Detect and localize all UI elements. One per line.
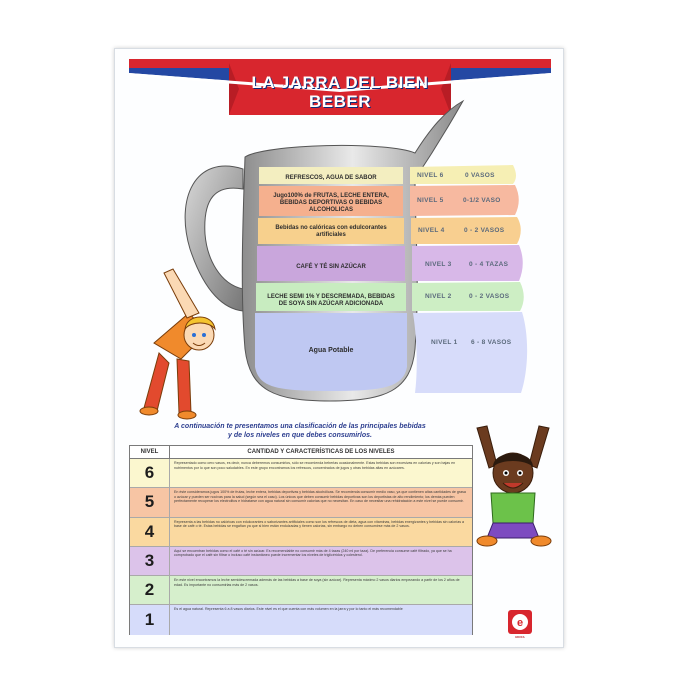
row-description: Aquí se encuentran bebidas como el café o té sin azúcar. Es recomendable no consumir más de 4 tazas (240 ml por taza). De preferencia consume café filtrado, ya que se ha comprobado que el café sin filtrar o incluso café instantáneo puede incrementar los niveles de triglicéridos y colesterol. [174, 548, 452, 558]
row-description: Representa a las bebidas no calóricas con edulcorantes o saborizantes artificiales como son los refrescos de dieta, agua con vitaminas, bebidas energizantes y bebidas sin calorías a base de café o té. Estas bebidas se engañan ya que si bien están endulzadas y tienen calorías, sin embargo no deben consumirse más de 2 vasos. [174, 519, 465, 529]
table-row [130, 488, 472, 517]
layer-3-label: CAFÉ Y TÉ SIN AZÚCAR [296, 264, 366, 270]
table-row [130, 459, 472, 488]
row-level: 6 [130, 459, 170, 487]
girl-illustration [129, 263, 229, 423]
svg-text:e: e [516, 617, 524, 629]
row-description: Representado como cero vasos, es decir, nunca deberemos consumirlos, sólo se recomienda beberlas ocasionalmente. Estas bebidas son excesivas en calorías y son bajas en nutrimentos por lo que son poco saludables. En este grupo encontramos los refrescos, concentrados de jugos y otras bebidas altas en azúcares. [174, 461, 456, 470]
table-row [130, 547, 472, 576]
table-row [130, 518, 472, 547]
level-6-glasses: 0 VASOS [465, 172, 495, 179]
table-row [130, 605, 472, 634]
row-description: Es el agua natural. Representa 6 a 8 vasos diarios. Este nivel es el que cuenta con más volumen en la jarra y por lo tanto el más recomendable [174, 607, 403, 612]
row-level: 5 [130, 488, 170, 516]
levels-table [129, 445, 473, 635]
row-description: En este nivel encontramos la leche semidescremada además de las bebidas a base de soya (sin azúcar). Representa máximo 2 vasos diarios empezando a partir de los 2 años de edad. Es importante no consumirlas más de 2 vasos. [174, 578, 460, 587]
layer-5-label: Jugo100% de FRUTAS, LECHE ENTERA, BEBIDAS DEPORTIVAS O BEBIDAS ALCOHOLICAS [273, 193, 389, 213]
caption-line-1: A continuación te presentamos una clasificación de las principales bebidas [174, 423, 426, 430]
boy-illustration [467, 423, 559, 549]
level-4-glasses: 0 - 2 VASOS [464, 227, 505, 234]
header-level: NIVEL [130, 446, 170, 458]
level-2-name: NIVEL 2 [425, 293, 452, 300]
logo-text: EDUCA [515, 636, 525, 639]
layer-2-label: LECHE SEMI 1% Y DESCREMADA, BEBIDAS DE SOYA SIN AZÚCAR ADICIONADA [267, 294, 395, 307]
caption-line-2: y de los niveles en que debes consumirlos. [228, 431, 372, 439]
title-line-1: LA JARRA DEL BIEN [251, 73, 429, 92]
level-1-glasses: 6 - 8 VASOS [471, 339, 512, 346]
level-5-glasses: 0-1/2 VASO [463, 197, 501, 204]
row-level: 3 [130, 547, 170, 575]
header-description: CANTIDAD Y CARACTERÍSTICAS DE LOS NIVELES [247, 449, 395, 455]
row-level: 1 [130, 605, 170, 634]
level-3-glasses: 0 - 4 TAZAS [469, 261, 509, 268]
level-2-glasses: 0 - 2 VASOS [469, 293, 510, 300]
level-5-name: NIVEL 5 [417, 197, 444, 204]
layer-6-label: REFRESCOS, AGUA DE SABOR [285, 175, 377, 181]
layer-1-label: Agua Potable [308, 347, 354, 354]
row-level: 2 [130, 576, 170, 604]
level-1-name: NIVEL 1 [431, 339, 458, 346]
caption [135, 423, 465, 440]
level-6-name: NIVEL 6 [417, 172, 444, 179]
level-4-name: NIVEL 4 [418, 227, 445, 234]
table-row [130, 576, 472, 605]
title-line-2: BEBER [308, 92, 371, 111]
table-header [130, 446, 472, 459]
layer-4-label: Bebidas no calóricas con edulcorantes artificiales [275, 225, 387, 238]
row-description: En éste consideramos jugos 100% de frutas, leche entera, bebidas deportivas y bebidas alcohólicas. Se recomienda consumir medio vaso, ya que contienen altas cantidades de grasa o azúcar y pueden ser nocivas para la salud (según sea el caso). Los únicos que deben consumir bebidas deportivas son los deportistas de alto rendimiento; los demás pueden perfectamente recuperar los electrolitos e hidratarse con agua natural sin consumir calorías que no necesitan. En caso de necesitar una rehidratación a este nivel se puede consumir. [174, 490, 466, 504]
row-level: 4 [130, 518, 170, 546]
level-3-name: NIVEL 3 [425, 261, 452, 268]
publisher-logo [507, 609, 533, 635]
poster [114, 48, 564, 648]
